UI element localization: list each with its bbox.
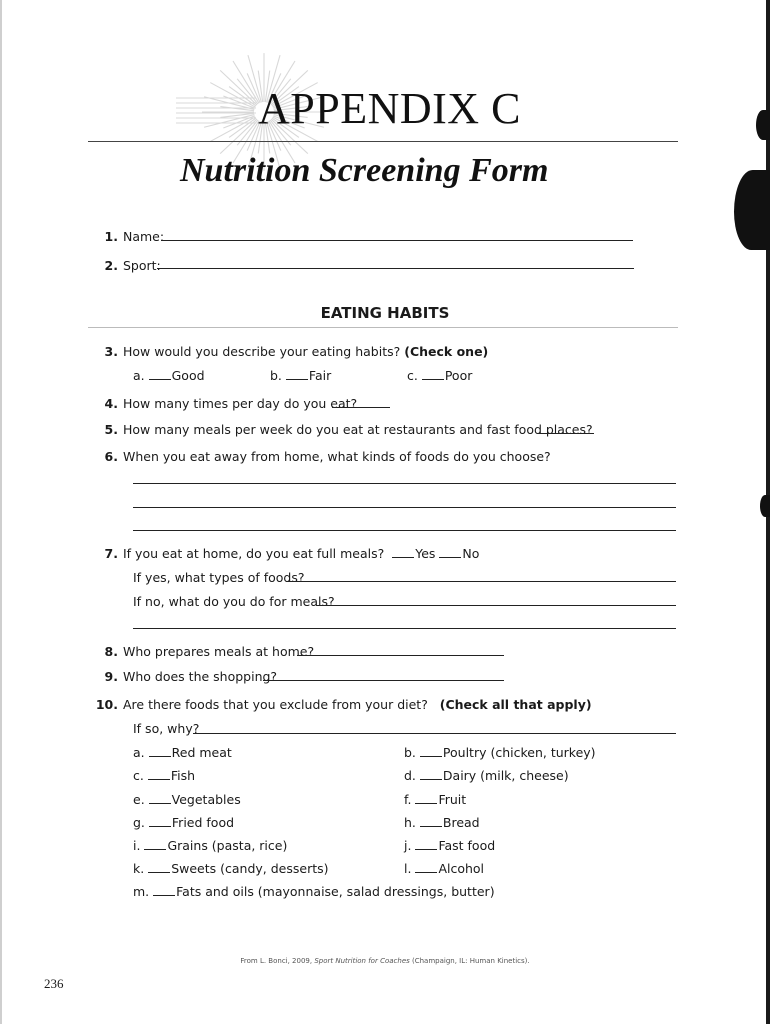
option-letter: a.: [133, 745, 145, 760]
exclusion-option[interactable]: [133, 838, 287, 854]
checkbox-blank[interactable]: [148, 768, 170, 780]
question-label: How many meals per week do you eat at restaurants and fast food places?: [123, 422, 593, 437]
footnote-prefix: From L. Bonci, 2009,: [240, 957, 315, 965]
scan-edge-blot: [760, 495, 770, 517]
option-text: Alcohol: [438, 861, 485, 876]
exclusion-option[interactable]: [404, 768, 569, 784]
question-number: 9.: [104, 669, 118, 684]
checkbox-blank[interactable]: [439, 546, 461, 558]
question-number: 1.: [104, 229, 118, 244]
footnote-suffix: (Champaign, IL: Human Kinetics).: [409, 957, 530, 965]
option-text: Poor: [444, 368, 473, 383]
section-rule: [88, 327, 678, 328]
exclusion-option[interactable]: [133, 768, 195, 784]
option-text: Fruit: [438, 792, 467, 807]
option-letter: h.: [404, 815, 416, 830]
answer-line[interactable]: [193, 733, 676, 734]
question-label: Who does the shopping?: [123, 669, 278, 684]
question-label: When you eat away from home, what kinds of foods do you choose?: [123, 449, 551, 464]
exclusion-option[interactable]: [404, 745, 596, 761]
answer-line[interactable]: [316, 605, 676, 606]
scan-edge-blot: [756, 110, 770, 140]
if-no-label: If no, what do you do for meals?: [133, 594, 335, 609]
option-text: Grains (pasta, rice): [167, 838, 288, 853]
option-letter: e.: [133, 792, 145, 807]
question-label: If you eat at home, do you eat full meals?: [123, 546, 385, 561]
question-number: 3.: [104, 344, 118, 359]
sunburst-ray: [220, 70, 257, 105]
option-no: No: [462, 546, 480, 561]
form-title: Nutrition Screening Form: [180, 152, 549, 189]
checkbox-blank[interactable]: [392, 546, 414, 558]
option-fair[interactable]: [270, 368, 331, 384]
answer-line[interactable]: [133, 507, 676, 508]
option-letter: i.: [133, 838, 141, 853]
option-text: Red meat: [171, 745, 232, 760]
option-text: Poultry (chicken, turkey): [442, 745, 596, 760]
option-text: Sweets (candy, desserts): [171, 861, 329, 876]
option-text: Fair: [308, 368, 332, 383]
question-label: How would you describe your eating habits?: [123, 344, 401, 359]
checkbox-blank[interactable]: [415, 838, 437, 850]
exclusion-option[interactable]: [133, 815, 234, 831]
checkbox-blank[interactable]: [422, 368, 444, 380]
checkbox-blank[interactable]: [149, 745, 171, 757]
option-text: Dairy (milk, cheese): [442, 768, 569, 783]
option-letter: c.: [133, 768, 144, 783]
exclusion-option[interactable]: [133, 745, 232, 761]
question-label: Are there foods that you exclude from your diet?: [123, 697, 428, 712]
question-text: [123, 697, 592, 713]
question-number: 7.: [104, 546, 118, 561]
source-footnote: [0, 957, 770, 965]
if-yes-label: If yes, what types of foods?: [133, 570, 305, 585]
option-text: Fats and oils (mayonnaise, salad dressings, butter): [176, 884, 495, 899]
option-letter: b.: [270, 368, 282, 383]
question-number: 8.: [104, 644, 118, 659]
exclusion-option[interactable]: [404, 861, 484, 877]
shopper-field[interactable]: [263, 680, 504, 681]
option-letter: f.: [404, 792, 412, 807]
footnote-book: Sport Nutrition for Coaches: [314, 957, 410, 965]
page-number: 236: [44, 976, 64, 991]
option-letter: c.: [407, 368, 418, 383]
option-text: Fast food: [438, 838, 496, 853]
option-text: Bread: [442, 815, 480, 830]
checkbox-blank[interactable]: [415, 792, 437, 804]
option-letter: m.: [133, 884, 150, 899]
question-label: Who prepares meals at home?: [123, 644, 315, 659]
checkbox-blank[interactable]: [420, 768, 442, 780]
checkbox-blank[interactable]: [286, 368, 308, 380]
scan-edge-left: [0, 0, 2, 1024]
name-label: Name:: [123, 229, 165, 244]
checkbox-blank[interactable]: [148, 861, 170, 873]
exclusion-option[interactable]: [404, 792, 466, 808]
option-letter: k.: [133, 861, 145, 876]
option-poor[interactable]: [407, 368, 472, 384]
option-letter: d.: [404, 768, 416, 783]
option-text: Fried food: [171, 815, 235, 830]
name-field[interactable]: [161, 240, 633, 241]
option-good[interactable]: [133, 368, 205, 384]
option-letter: a.: [133, 368, 145, 383]
checkbox-blank[interactable]: [149, 368, 171, 380]
restaurant-meals-field[interactable]: [537, 433, 594, 434]
answer-line[interactable]: [133, 628, 676, 629]
exclusion-option[interactable]: [404, 838, 495, 854]
exclusion-option[interactable]: [404, 815, 480, 831]
checkbox-blank[interactable]: [149, 792, 171, 804]
exclusion-option[interactable]: [133, 861, 329, 877]
exclusion-option[interactable]: [133, 792, 241, 808]
question-text: [123, 344, 488, 360]
option-text: Fish: [170, 768, 196, 783]
question-number: 6.: [104, 449, 118, 464]
question-text: [123, 546, 479, 562]
meal-preparer-field[interactable]: [297, 655, 504, 656]
question-number: 2.: [104, 258, 118, 273]
option-letter: b.: [404, 745, 416, 760]
option-letter: j.: [404, 838, 412, 853]
why-label: If so, why?: [133, 721, 200, 736]
answer-line[interactable]: [133, 530, 676, 531]
meals-per-day-field[interactable]: [332, 407, 390, 408]
checkbox-blank[interactable]: [415, 861, 437, 873]
sport-label: Sport:: [123, 258, 161, 273]
option-letter: l.: [404, 861, 412, 876]
question-number: 4.: [104, 396, 118, 411]
question-label: How many times per day do you eat?: [123, 396, 358, 411]
section-heading: EATING HABITS: [320, 304, 450, 322]
checkbox-blank[interactable]: [153, 884, 175, 896]
exclusion-option[interactable]: [133, 884, 495, 900]
checkbox-blank[interactable]: [420, 745, 442, 757]
option-text: Good: [171, 368, 205, 383]
header-rule: [88, 141, 678, 142]
scan-edge-blot: [734, 170, 770, 250]
checkbox-blank[interactable]: [144, 838, 166, 850]
sport-field[interactable]: [157, 268, 634, 269]
appendix-heading: APPENDIX C: [258, 84, 521, 133]
answer-line[interactable]: [286, 581, 676, 582]
question-number: 10.: [95, 697, 118, 712]
sunburst-ray: [220, 119, 257, 154]
option-yes: Yes: [415, 546, 436, 561]
answer-line[interactable]: [133, 483, 676, 484]
question-number: 5.: [104, 422, 118, 437]
question-note: (Check all that apply): [439, 697, 592, 712]
checkbox-blank[interactable]: [420, 815, 442, 827]
option-text: Vegetables: [171, 792, 241, 807]
question-note: (Check one): [404, 344, 489, 359]
checkbox-blank[interactable]: [149, 815, 171, 827]
option-letter: g.: [133, 815, 145, 830]
